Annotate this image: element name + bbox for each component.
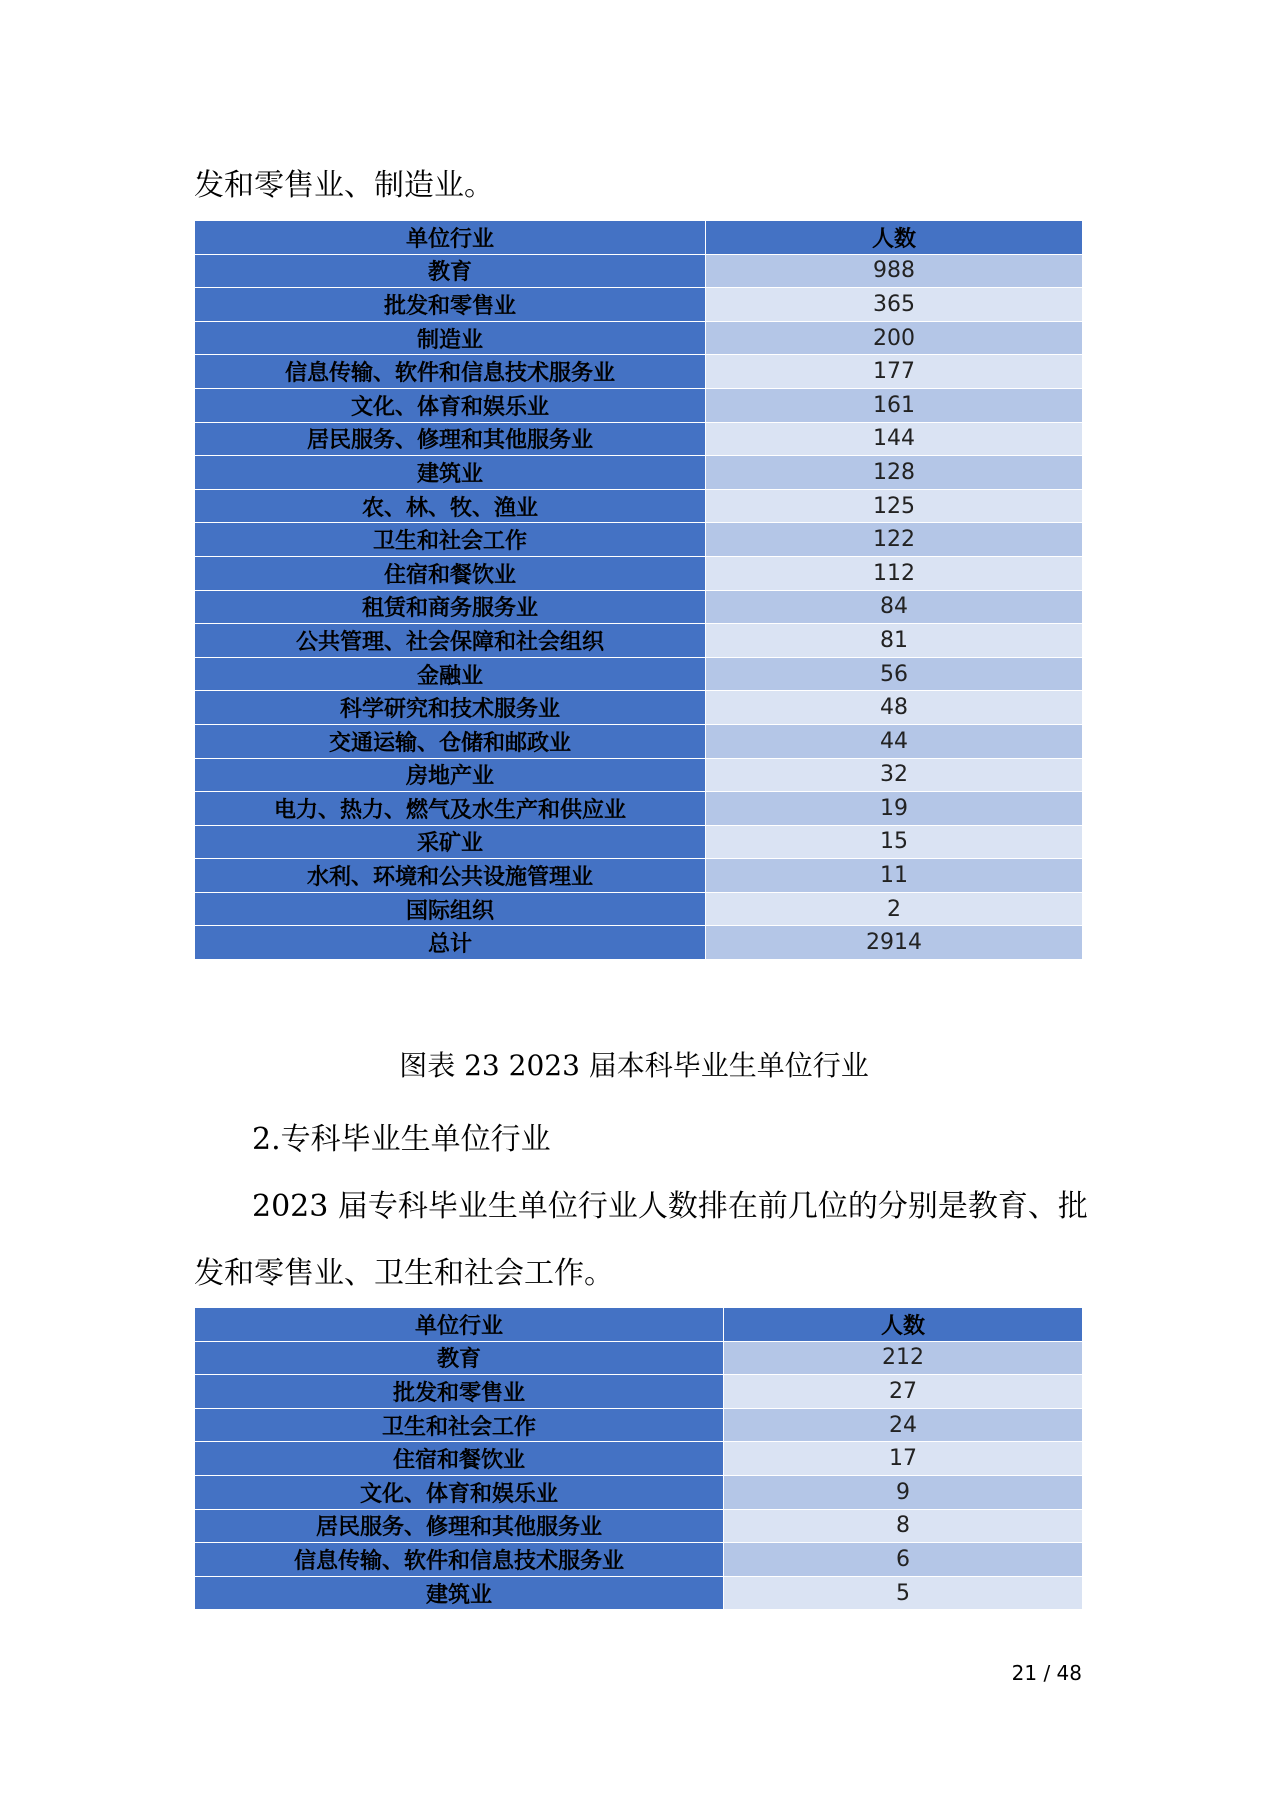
table-row	[195, 288, 1083, 322]
count-cell: 2914	[706, 926, 1083, 960]
count-cell: 9	[724, 1475, 1083, 1509]
industry-cell: 制造业	[195, 321, 706, 355]
count-cell: 122	[706, 523, 1083, 557]
count-cell: 19	[706, 792, 1083, 826]
count-cell: 17	[724, 1442, 1083, 1476]
count-cell: 11	[706, 859, 1083, 893]
count-cell: 15	[706, 825, 1083, 859]
table-row	[195, 1543, 1083, 1577]
table-row	[195, 691, 1083, 725]
industry-cell: 批发和零售业	[195, 1375, 724, 1409]
table-row	[195, 724, 1083, 758]
undergraduate-industry-table	[194, 220, 1083, 960]
table-row	[195, 456, 1083, 490]
count-cell: 56	[706, 657, 1083, 691]
industry-cell: 国际组织	[195, 892, 706, 926]
table-row	[195, 1576, 1083, 1610]
count-cell: 200	[706, 321, 1083, 355]
industry-cell: 房地产业	[195, 758, 706, 792]
industry-cell: 住宿和餐饮业	[195, 1442, 724, 1476]
industry-cell: 教育	[195, 254, 706, 288]
table-row	[195, 1408, 1083, 1442]
table-row	[195, 523, 1083, 557]
count-cell: 112	[706, 556, 1083, 590]
table-row	[195, 859, 1083, 893]
count-cell: 128	[706, 456, 1083, 490]
count-cell: 2	[706, 892, 1083, 926]
table-row	[195, 254, 1083, 288]
industry-cell: 租赁和商务服务业	[195, 590, 706, 624]
table-row	[195, 1509, 1083, 1543]
count-cell: 8	[724, 1509, 1083, 1543]
table-row	[195, 590, 1083, 624]
paragraph-tail: 发和零售业、制造业。	[194, 168, 494, 203]
table-row	[195, 1341, 1083, 1375]
count-cell: 32	[706, 758, 1083, 792]
count-cell: 212	[724, 1341, 1083, 1375]
industry-cell: 信息传输、软件和信息技术服务业	[195, 355, 706, 389]
table-row	[195, 489, 1083, 523]
industry-cell: 建筑业	[195, 1576, 724, 1610]
table-row	[195, 624, 1083, 658]
table-row	[195, 926, 1083, 960]
industry-cell: 居民服务、修理和其他服务业	[195, 1509, 724, 1543]
table-row	[195, 422, 1083, 456]
industry-cell: 总计	[195, 926, 706, 960]
count-cell: 6	[724, 1543, 1083, 1577]
table-row	[195, 892, 1083, 926]
header-industry: 单位行业	[195, 1308, 724, 1342]
industry-cell: 教育	[195, 1341, 724, 1375]
industry-cell: 科学研究和技术服务业	[195, 691, 706, 725]
industry-cell: 建筑业	[195, 456, 706, 490]
industry-cell: 卫生和社会工作	[195, 1408, 724, 1442]
industry-cell: 农、林、牧、渔业	[195, 489, 706, 523]
count-cell: 84	[706, 590, 1083, 624]
industry-cell: 卫生和社会工作	[195, 523, 706, 557]
count-cell: 161	[706, 388, 1083, 422]
page-number: 21 / 48	[1011, 1661, 1082, 1685]
industry-cell: 文化、体育和娱乐业	[195, 388, 706, 422]
industry-cell: 金融业	[195, 657, 706, 691]
table-row	[195, 321, 1083, 355]
figure-caption: 图表 23 2023 届本科毕业生单位行业	[399, 1049, 869, 1082]
table-header-row	[195, 221, 1083, 255]
industry-cell: 电力、热力、燃气及水生产和供应业	[195, 792, 706, 826]
paragraph-line-1: 2023 届专科毕业生单位行业人数排在前几位的分别是教育、批	[252, 1189, 1088, 1224]
count-cell: 5	[724, 1576, 1083, 1610]
industry-cell: 居民服务、修理和其他服务业	[195, 422, 706, 456]
industry-cell: 信息传输、软件和信息技术服务业	[195, 1543, 724, 1577]
count-cell: 988	[706, 254, 1083, 288]
industry-cell: 批发和零售业	[195, 288, 706, 322]
count-cell: 125	[706, 489, 1083, 523]
paragraph-line-2: 发和零售业、卫生和社会工作。	[194, 1256, 614, 1291]
industry-cell: 采矿业	[195, 825, 706, 859]
table-row	[195, 1375, 1083, 1409]
section-heading: 2.专科毕业生单位行业	[252, 1122, 551, 1157]
table-row	[195, 792, 1083, 826]
industry-cell: 住宿和餐饮业	[195, 556, 706, 590]
count-cell: 48	[706, 691, 1083, 725]
table-row	[195, 657, 1083, 691]
industry-cell: 文化、体育和娱乐业	[195, 1475, 724, 1509]
header-count: 人数	[706, 221, 1083, 255]
table-row	[195, 388, 1083, 422]
count-cell: 27	[724, 1375, 1083, 1409]
junior-college-industry-table	[194, 1307, 1083, 1610]
count-cell: 44	[706, 724, 1083, 758]
industry-cell: 交通运输、仓储和邮政业	[195, 724, 706, 758]
table-row	[195, 825, 1083, 859]
count-cell: 177	[706, 355, 1083, 389]
header-count: 人数	[724, 1308, 1083, 1342]
count-cell: 24	[724, 1408, 1083, 1442]
table-row	[195, 1475, 1083, 1509]
table-header-row	[195, 1308, 1083, 1342]
count-cell: 144	[706, 422, 1083, 456]
table-row	[195, 355, 1083, 389]
header-industry: 单位行业	[195, 221, 706, 255]
industry-cell: 水利、环境和公共设施管理业	[195, 859, 706, 893]
count-cell: 81	[706, 624, 1083, 658]
count-cell: 365	[706, 288, 1083, 322]
table-row	[195, 556, 1083, 590]
industry-cell: 公共管理、社会保障和社会组织	[195, 624, 706, 658]
table-row	[195, 1442, 1083, 1476]
table-row	[195, 758, 1083, 792]
